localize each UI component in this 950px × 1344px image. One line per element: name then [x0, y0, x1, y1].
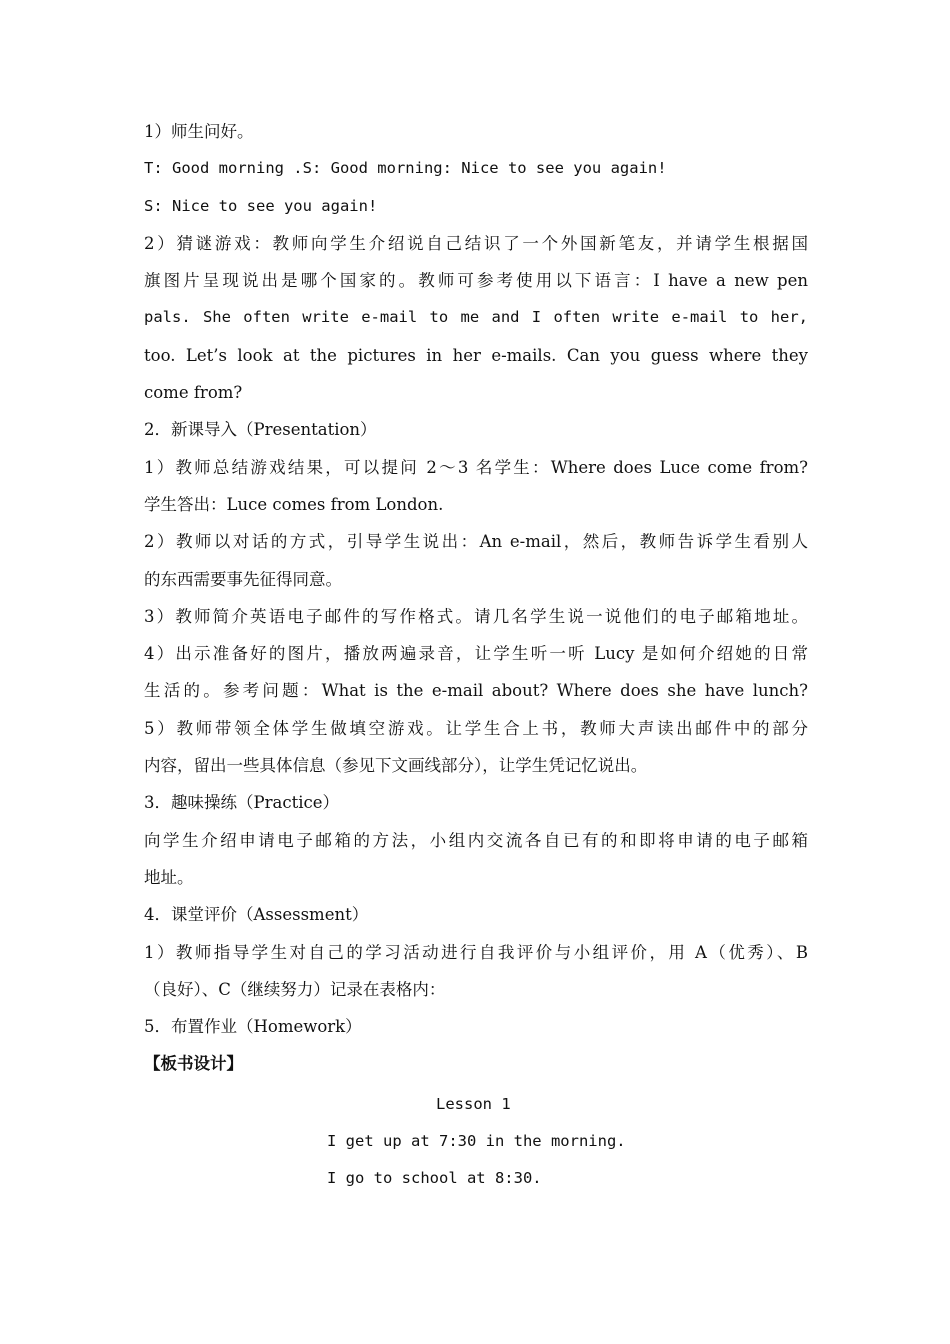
paragraph-line: 4）出示准备好的图片，播放两遍录音，让学生听一听 Lucy 是如何介绍她的日常: [144, 644, 808, 664]
section-heading: 2．新课导入（Presentation）: [144, 420, 377, 440]
paragraph-line: 内容，留出一些具体信息（参见下文画线部分），让学生凭记忆说出。: [144, 756, 648, 776]
paragraph-line: 生活的。参考问题：What is the e-mail about? Where does she have lunch?: [144, 681, 808, 701]
section-heading: 3．趣味操练（Practice）: [144, 793, 339, 813]
paragraph-line: 2）猜谜游戏：教师向学生介绍说自己结识了一个外国新笔友，并请学生根据国: [144, 233, 808, 253]
paragraph-line: 向学生介绍申请电子邮箱的方法，小组内交流各自已有的和即将申请的电子邮箱: [144, 830, 808, 850]
paragraph-line: T: Good morning .S: Good morning: Nice to see you again!: [144, 159, 667, 178]
board-sentence: I go to school at 8:30.: [327, 1169, 542, 1187]
paragraph-line: 地址。: [144, 867, 194, 887]
paragraph-line: 2）教师以对话的方式，引导学生说出：An e-mail，然后，教师告诉学生看别人: [144, 532, 808, 552]
board-title: Lesson 1: [436, 1095, 511, 1113]
section-heading: 4．课堂评价（Assessment）: [144, 905, 369, 925]
paragraph-line: pals. She often write e-mail to me and I often write e-mail to her,: [144, 308, 808, 327]
paragraph-line: come from?: [144, 383, 243, 403]
paragraph-line: 学生答出：Luce comes from London.: [144, 494, 444, 514]
board-design-heading: 【板书设计】: [144, 1054, 243, 1074]
paragraph-line: 5）教师带领全体学生做填空游戏。让学生合上书，教师大声读出邮件中的部分: [144, 718, 808, 738]
document-body: [144, 113, 808, 1083]
paragraph-line: 的东西需要事先征得同意。: [144, 569, 342, 589]
paragraph-line: （良好）、C（继续努力）记录在表格内：: [144, 979, 446, 999]
board-sentence: I get up at 7:30 in the morning.: [327, 1132, 626, 1150]
paragraph-line: 1）教师总结游戏结果，可以提问 2～3 名学生：Where does Luce come from?: [144, 457, 808, 477]
paragraph-line: 1）师生问好。: [144, 122, 254, 141]
paragraph-line: 旗图片呈现说出是哪个国家的。教师可参考使用以下语言：I have a new pen: [144, 271, 808, 291]
paragraph-line: too. Let’s look at the pictures in her e-mails. Can you guess where they: [144, 345, 808, 365]
paragraph-line: 3）教师简介英语电子邮件的写作格式。请几名学生说一说他们的电子邮箱地址。: [144, 606, 808, 626]
paragraph-line: S: Nice to see you again!: [144, 196, 378, 215]
section-heading: 5．布置作业（Homework）: [144, 1017, 362, 1037]
paragraph-line: 1）教师指导学生对自己的学习活动进行自我评价与小组评价，用 A（优秀）、B: [144, 942, 808, 962]
